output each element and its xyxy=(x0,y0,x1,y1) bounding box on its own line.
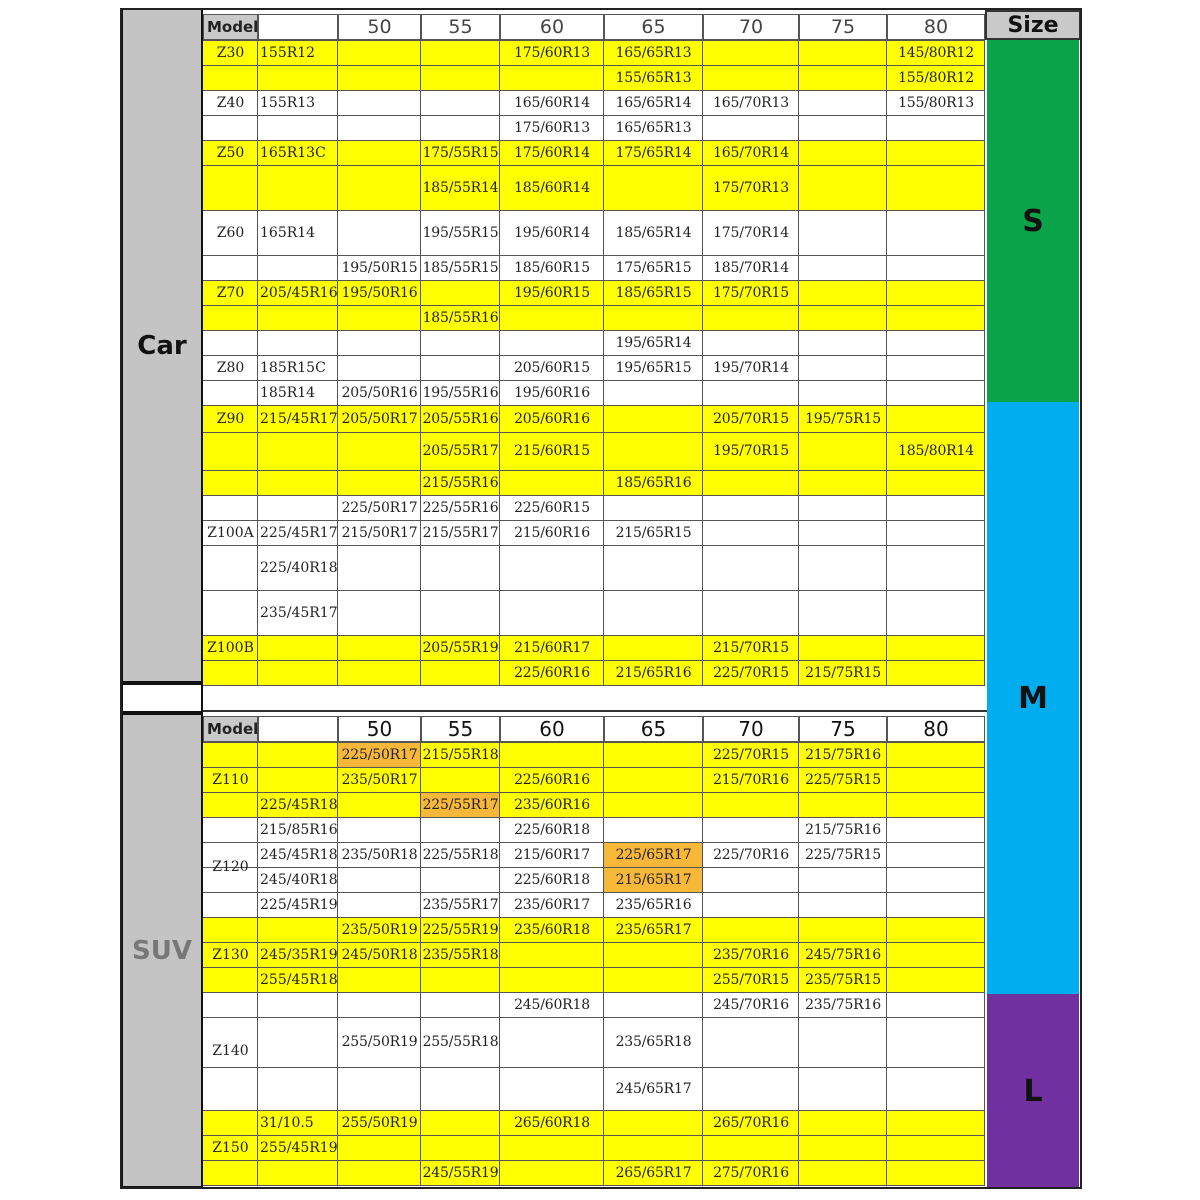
tire-size-cell: 205/50R16 xyxy=(341,384,418,401)
tire-size-cell: 215/75R16 xyxy=(805,821,881,838)
suv-row-line xyxy=(203,1067,985,1068)
tire-size-cell: 195/70R15 xyxy=(713,443,789,459)
tire-size-cell: 225/70R16 xyxy=(713,846,789,863)
car-header-col-75: 75 xyxy=(799,14,887,40)
tire-size-cell: 185/55R16 xyxy=(422,309,499,326)
suv-header-col-65: 65 xyxy=(604,716,703,742)
group-divider xyxy=(121,683,203,713)
tire-size-cell: 235/60R18 xyxy=(514,921,590,938)
car-header-col-65: 65 xyxy=(604,14,703,40)
tire-size-cell: 215/65R17 xyxy=(615,871,692,888)
tire-size-cell: 185/70R14 xyxy=(713,259,789,276)
tire-size-cell: 215/60R17 xyxy=(514,639,590,656)
tire-size-cell: 235/75R16 xyxy=(805,996,881,1013)
tire-size-cell: 195/60R14 xyxy=(514,224,590,241)
tire-size-cell: 185/55R15 xyxy=(422,259,499,276)
tire-size-cell: 245/35R19 xyxy=(260,946,338,963)
tire-size-cell: 205/55R19 xyxy=(422,639,499,656)
size-m-bar: M xyxy=(987,402,1079,994)
suv-model-z110: Z110 xyxy=(212,771,249,788)
size-l-bar: L xyxy=(987,994,1079,1188)
suv-header-col-60: 60 xyxy=(500,716,604,742)
tire-size-cell: 225/55R16 xyxy=(422,499,499,516)
tire-size-cell: 205/60R15 xyxy=(514,359,590,376)
tire-size-cell: 275/70R16 xyxy=(713,1164,789,1181)
tire-size-cell: 175/60R13 xyxy=(514,119,590,136)
car-row-line xyxy=(203,330,985,331)
tire-size-cell: 185/80R14 xyxy=(898,443,974,459)
suv-header-col-75: 75 xyxy=(799,716,887,742)
suv-model-z130: Z130 xyxy=(212,946,249,963)
car-header-col-55: 55 xyxy=(421,14,500,40)
tire-size-cell: 175/70R15 xyxy=(713,284,789,301)
tire-size-cell: 215/60R15 xyxy=(514,443,590,459)
car-header-col-70: 70 xyxy=(703,14,799,40)
tire-size-cell: 31/10.5 xyxy=(260,1114,314,1131)
car-row-line xyxy=(203,685,985,686)
tire-size-cell: 235/65R17 xyxy=(615,921,692,938)
car-header-col-60: 60 xyxy=(500,14,604,40)
car-row-line xyxy=(203,470,985,471)
tire-size-cell: 225/55R18 xyxy=(422,846,499,863)
suv-model-z140: Z140 xyxy=(212,1043,249,1059)
tire-size-cell: 165R13C xyxy=(260,144,326,161)
tire-size-cell: 195/65R14 xyxy=(615,334,692,351)
car-col-line xyxy=(420,40,421,685)
tire-size-cell: 245/75R16 xyxy=(805,946,881,963)
tire-size-cell: 235/45R17 xyxy=(260,604,338,621)
tire-size-cell: 155R12 xyxy=(260,44,316,61)
tire-size-cell: 165/70R13 xyxy=(713,94,789,111)
car-row-line xyxy=(203,305,985,306)
tire-size-cell: 195/50R16 xyxy=(341,284,418,301)
tire-size-cell: 165/65R13 xyxy=(615,44,692,61)
tire-size-cell: 205/55R16 xyxy=(422,410,499,427)
car-row-line xyxy=(203,65,985,66)
tire-size-cell: 225/45R19 xyxy=(260,896,338,913)
tire-size-cell: 265/70R16 xyxy=(713,1114,789,1131)
suv-header-blank xyxy=(258,716,338,742)
tire-size-cell: 185/60R15 xyxy=(514,259,590,276)
tire-size-cell: 245/60R18 xyxy=(514,996,590,1013)
tire-size-cell: 255/45R18 xyxy=(260,971,338,988)
car-header-col-50: 50 xyxy=(338,14,421,40)
tire-size-cell: 195/50R15 xyxy=(341,259,418,276)
tire-size-cell: 155/80R12 xyxy=(898,69,974,86)
tire-size-cell: 175/60R14 xyxy=(514,144,590,161)
tire-size-cell: 205/70R15 xyxy=(713,410,789,427)
tire-size-cell: 235/60R16 xyxy=(514,796,590,813)
tire-size-cell: 165/65R13 xyxy=(615,119,692,136)
car-model-z90: Z90 xyxy=(216,410,245,427)
suv-header-model: Model xyxy=(203,716,258,742)
car-model-z100b: Z100B xyxy=(207,639,254,656)
suv-group-label: SUV xyxy=(121,713,203,1188)
tire-size-cell: 165/65R14 xyxy=(615,94,692,111)
suv-row-line xyxy=(203,1017,985,1018)
tire-size-cell: 165/70R14 xyxy=(713,144,789,161)
tire-size-cell: 195/70R14 xyxy=(713,359,789,376)
tire-size-cell: 225/65R17 xyxy=(615,846,692,863)
tire-size-cell: 155/65R13 xyxy=(615,69,692,86)
tire-size-cell: 185R14 xyxy=(260,384,316,401)
tire-size-cell: 215/50R17 xyxy=(341,524,418,541)
tire-size-cell: 165R14 xyxy=(260,224,316,241)
tire-size-cell: 255/70R15 xyxy=(713,971,789,988)
tire-size-cell: 235/50R18 xyxy=(341,846,418,863)
tire-size-cell: 215/70R15 xyxy=(713,639,789,656)
car-model-z40: Z40 xyxy=(216,94,245,111)
tire-size-cell: 205/50R17 xyxy=(341,410,418,427)
tire-size-cell: 175/60R13 xyxy=(514,44,590,61)
tire-size-cell: 235/75R15 xyxy=(805,971,881,988)
tire-size-cell: 215/75R15 xyxy=(805,664,881,681)
tire-size-cell: 195/60R16 xyxy=(514,384,590,401)
car-group-label: Car xyxy=(121,8,203,683)
car-model-z80: Z80 xyxy=(216,359,245,376)
tire-size-cell: 265/65R17 xyxy=(615,1164,692,1181)
suv-header-col-80: 80 xyxy=(887,716,985,742)
tire-size-cell: 195/60R15 xyxy=(514,284,590,301)
tire-size-cell: 195/75R15 xyxy=(805,410,881,427)
tire-size-cell: 215/70R16 xyxy=(713,771,789,788)
tire-size-cell: 175/70R14 xyxy=(713,224,789,241)
tire-size-cell: 225/45R17 xyxy=(260,524,338,541)
tire-size-cell: 185/65R15 xyxy=(615,284,692,301)
tire-size-cell: 225/60R16 xyxy=(514,664,590,681)
suv-model-z120: Z120 xyxy=(212,859,249,875)
tire-size-cell: 195/65R15 xyxy=(615,359,692,376)
tire-size-cell: 195/55R16 xyxy=(422,384,499,401)
tire-size-cell: 225/60R16 xyxy=(514,771,590,788)
car-model-z60: Z60 xyxy=(216,224,245,241)
tire-size-cell: 225/75R15 xyxy=(805,771,881,788)
car-header-blank xyxy=(258,14,338,40)
suv-model-z150: Z150 xyxy=(212,1139,249,1156)
tire-size-cell: 175/70R13 xyxy=(713,179,789,196)
tire-size-cell: 235/55R17 xyxy=(422,896,499,913)
car-col-line xyxy=(886,40,887,685)
car-model-z30: Z30 xyxy=(216,44,245,61)
tire-size-cell: 265/60R18 xyxy=(514,1114,590,1131)
tire-size-cell: 235/55R18 xyxy=(422,946,499,963)
car-col-line xyxy=(984,40,985,685)
tire-size-cell: 195/55R15 xyxy=(422,224,499,241)
tire-size-cell: 245/40R18 xyxy=(260,871,338,888)
tire-size-cell: 225/60R15 xyxy=(514,499,590,516)
tire-size-cell: 245/65R17 xyxy=(615,1080,692,1097)
tire-size-cell: 215/60R16 xyxy=(514,524,590,541)
suv-row-line xyxy=(203,1160,985,1161)
tire-size-cell: 235/50R17 xyxy=(341,771,418,788)
tire-size-cell: 225/70R15 xyxy=(713,746,789,763)
suv-col-line xyxy=(984,742,985,1185)
tire-size-cell: 155/80R13 xyxy=(898,94,974,111)
tire-size-cell: 155R13 xyxy=(260,94,316,111)
tire-size-cell: 225/55R17 xyxy=(422,796,499,813)
tire-size-cell: 215/75R16 xyxy=(805,746,881,763)
tire-size-cell: 205/55R17 xyxy=(422,443,499,459)
tire-size-cell: 225/50R17 xyxy=(341,499,418,516)
car-header-col-80: 80 xyxy=(887,14,985,40)
tire-size-cell: 225/50R17 xyxy=(341,746,418,763)
tire-size-cell: 245/70R16 xyxy=(713,996,789,1013)
tire-size-cell: 185/55R14 xyxy=(422,179,499,196)
car-model-z50: Z50 xyxy=(216,144,245,161)
suv-row-line xyxy=(203,1185,985,1186)
tire-size-cell: 235/70R16 xyxy=(713,946,789,963)
tire-size-cell: 215/45R17 xyxy=(260,410,338,427)
tire-size-cell: 255/55R18 xyxy=(422,1034,499,1050)
suv-header-col-70: 70 xyxy=(703,716,799,742)
size-s-bar: S xyxy=(987,40,1079,402)
tire-size-cell: 235/65R16 xyxy=(615,896,692,913)
tire-size-cell: 145/80R12 xyxy=(898,44,974,61)
tire-size-cell: 215/65R16 xyxy=(615,664,692,681)
suv-header-col-55: 55 xyxy=(421,716,500,742)
car-model-z70: Z70 xyxy=(216,284,245,301)
tire-size-cell: 185/60R14 xyxy=(514,179,590,196)
tire-size-cell: 185/65R16 xyxy=(615,474,692,491)
tire-size-cell: 215/55R18 xyxy=(422,746,499,763)
tire-size-cell: 225/45R18 xyxy=(260,796,338,813)
tire-size-cell: 215/55R17 xyxy=(422,524,499,541)
tire-size-cell: 175/65R14 xyxy=(615,144,692,161)
size-header: Size xyxy=(985,10,1081,40)
tire-size-cell: 235/60R17 xyxy=(514,896,590,913)
tire-size-cell: 225/60R18 xyxy=(514,871,590,888)
tire-size-cell: 215/55R16 xyxy=(422,474,499,491)
suv-header-col-50: 50 xyxy=(338,716,421,742)
tire-size-cell: 225/40R18 xyxy=(260,559,338,576)
tire-size-cell: 255/50R19 xyxy=(341,1114,418,1131)
tire-size-cell: 225/75R15 xyxy=(805,846,881,863)
tire-size-cell: 225/60R18 xyxy=(514,821,590,838)
tire-size-cell: 245/50R18 xyxy=(341,946,418,963)
tire-size-cell: 235/50R19 xyxy=(341,921,418,938)
tire-size-cell: 245/45R18 xyxy=(260,846,338,863)
tire-size-cell: 205/60R16 xyxy=(514,410,590,427)
tire-size-cell: 205/45R16 xyxy=(260,284,338,301)
tire-size-cell: 255/45R19 xyxy=(260,1139,338,1156)
tire-size-cell: 185/65R14 xyxy=(615,224,692,241)
tire-size-cell: 215/60R17 xyxy=(514,846,590,863)
tire-size-cell: 215/65R15 xyxy=(615,524,692,541)
tire-size-cell: 185R15C xyxy=(260,359,326,376)
tire-size-cell: 225/55R19 xyxy=(422,921,499,938)
section-gap-line xyxy=(203,710,988,712)
car-header-model: Model xyxy=(203,14,258,40)
tire-size-cell: 235/65R18 xyxy=(615,1034,692,1050)
tire-size-cell: 215/85R16 xyxy=(260,821,338,838)
tire-size-cell: 255/50R19 xyxy=(341,1034,418,1050)
car-model-z100a: Z100A xyxy=(207,524,254,541)
tire-size-cell: 165/60R14 xyxy=(514,94,590,111)
tire-size-cell: 175/55R15 xyxy=(422,144,499,161)
tire-size-cell: 245/55R19 xyxy=(422,1164,499,1181)
tire-size-cell: 225/70R15 xyxy=(713,664,789,681)
tire-size-cell: 175/65R15 xyxy=(615,259,692,276)
